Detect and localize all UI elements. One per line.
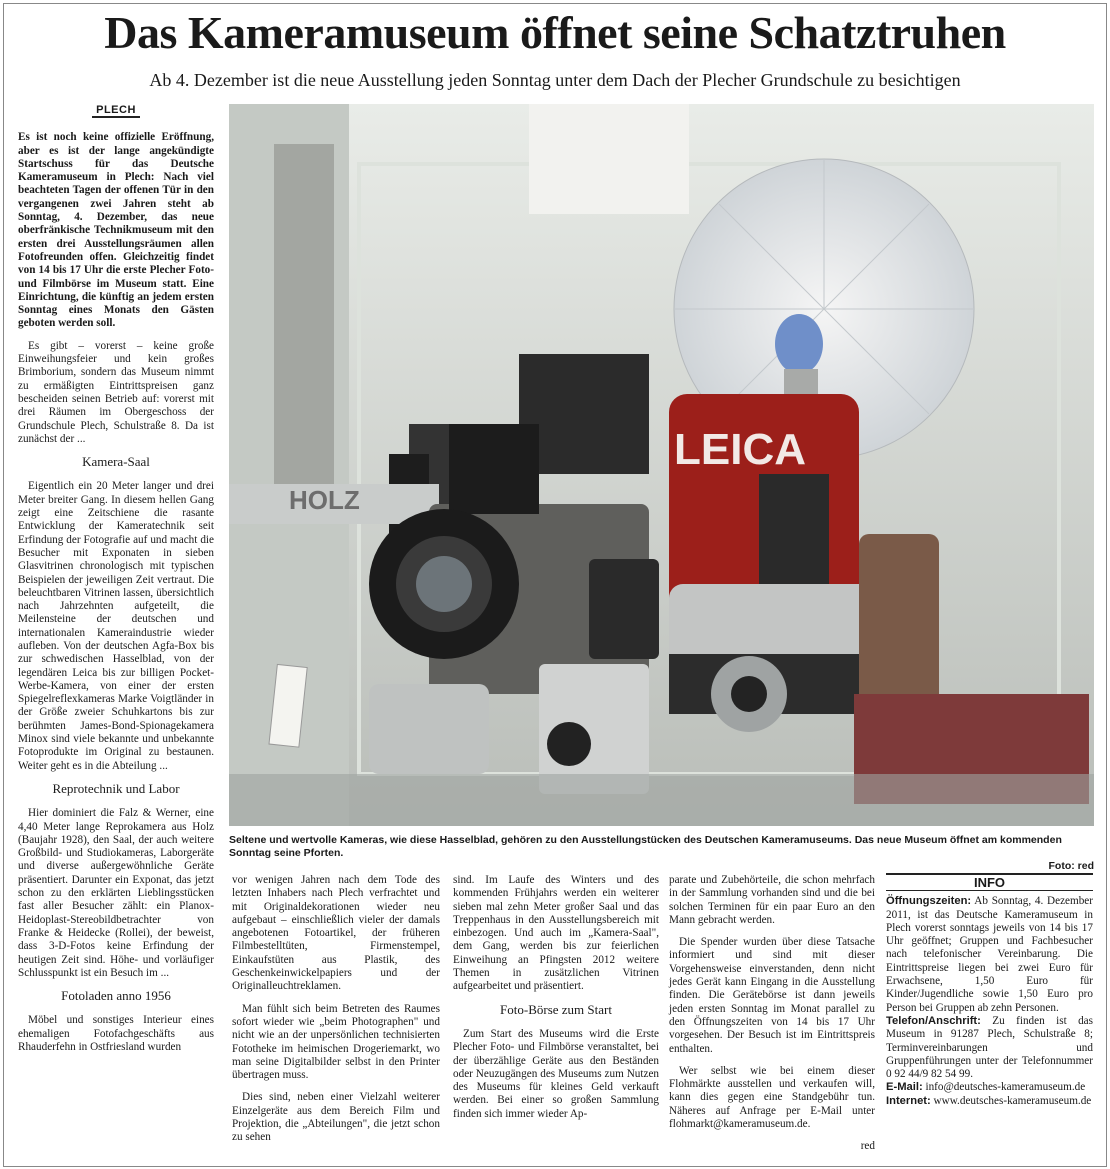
author-signature: red [860, 1140, 875, 1153]
body-paragraph: parate und Zubehörteile, die schon mehrfach in der Sammlung vorhanden sind und die bei solchen Terminen für ein paar Euro an den Mann gebracht werden. [669, 874, 875, 926]
body-paragraph: Die Spender wurden über diese Tatsache informiert und sind mit dieser Vorgehensweise einverstanden, denn nicht jedes Gerät kann Eingang in die Ausstellung finden. Die Gerätebörse ist dann jeweils jeden ersten Sonntag im Monat parallel zu den Öffnungszeiten von 14 bis 17 Uhr vorgesehen. Der Besuch ist im Eintrittspreis enthalten. [669, 936, 875, 1055]
leica-can-label: LEICA [674, 425, 806, 474]
article-column-2 [232, 874, 440, 1154]
body-paragraph: Man fühlt sich beim Betreten des Raumes sofort wieder wie „beim Photographen" und nicht wie an der unpersönlichen technisierten Fototheke im heimischen Drogeriemarkt, wo man seine Digitalbilder selbst in den Printer übertragen muss. [232, 1002, 440, 1082]
subheading: Fotoladen anno 1956 [61, 988, 171, 1004]
subheadline: Ab 4. Dezember ist die neue Ausstellung jeden Sonntag unter dem Dach der Plecher Grundschule zu besichtigen [149, 70, 961, 90]
info-box [886, 873, 1093, 1108]
caption-text: Seltene und wertvolle Kameras, wie diese Hasselblad, gehören zu den Ausstellungstücken des Deutschen Kameramuseums. Das neue Museum öffnet am kommenden Sonntag seine Pforten. [229, 834, 1062, 859]
web-link[interactable]: www.deutsches-kameramuseum.de [933, 1094, 1092, 1107]
dateline: PLECH [18, 104, 214, 117]
article-column-4 [669, 874, 875, 1154]
body-paragraph: Möbel und sonstiges Interieur eines ehemaligen Fotofachgeschäfts aus Rhauderfehn in Ostfriesland wurden [18, 1014, 214, 1053]
info-title: INFO [886, 873, 1093, 891]
lead-paragraph: Es ist noch keine offizielle Eröffnung, aber es ist der lange angekündigte Startschuss für das Deutsche Kameramuseum in Plech: Nach viel beachteten Tagen der offenen Tür in den vergangenen zwei Jahren steht ab Sonntag, 4. Dezember, das neue oberfränkische Technikmuseum mit den ersten drei Ausstellungsräumen allen Fotofreunden offen. Gleichzeitig findet von 14 bis 17 Uhr die erste Plecher Foto- und Filmbörse im Museum statt. Eine Einrichtung, die künftig an jedem ersten Sonntag eines Monats den Gästen geboten werden soll. [18, 131, 214, 330]
body-paragraph: Eigentlich ein 20 Meter langer und drei Meter breiter Gang. In diesem hellen Gang zeigt eine Zeitschiene die rasante Entwicklung der Kameratechnik seit Erfindung der Fotografie auf und macht die Besucher mit Exponaten in sieben Glasvitrinen chronologisch mit typischen Beispielen der jeweiligen Zeit vertraut. Die beleuchtbaren Vitrinen lassen, übersichtlich nach Jahrzehnten aufgeteilt, die Meilensteine der deutschen und internationalen Kameraindustrie wieder aufleben. Von der deutschen Agfa-Box bis zur schwedischen Hasselblad, von der legendären Leica bis zur billigen Pocket-Werbe-Kamera, von einer der ersten Spiegelreflexkameras Marke Voigtländer in der Größe zweier Schuhkartons bis zur berühmten James-Bond-Spionagekamera Minox sind viele bekannte und unbekannte Fotoprodukte im Original zu bestaunen. Weiter geht es in die Abteilung ... [18, 480, 214, 772]
camera-showcase-image [229, 104, 1094, 826]
body-paragraph: Dies sind, neben einer Vielzahl weiterer Einzelgeräte aus dem Bereich Film und Projektion, die „Abteilungen", die jetzt schon zu sehen [232, 1091, 440, 1144]
info-hours: Öffnungszeiten: Ab Sonntag, 4. Dezember 2011, ist das Deutsche Kameramuseum in Plech vorerst sonntags jeweils von 14 bis 17 Uhr geöffnet; Gruppen und Fachbesucher nach telefonischer Vereinbarung. Die Eintrittspreise liegen bei zwei Euro für Erwachsene, 1,50 Euro für Kinder/Jugendliche sowie 1,50 Euro pro Person bei Gruppen ab zehn Personen. [886, 895, 1093, 1014]
photo-caption [229, 834, 1094, 873]
article-column-1 [18, 104, 214, 1063]
subheading: Reprotechnik und Labor [52, 780, 180, 796]
body-paragraph: Es gibt – vorerst – keine große Einweihungsfeier und kein großes Brimborium, sondern das Museum nimmt zu ermäßigten Eintrittspreisen ganz bescheiden seinen Betrieb auf: vorerst mit drei Räumen im Obergeschoss der Grundschule Plech, Schulstraße 8. Da ist zunächst der ... [18, 339, 214, 445]
info-address: Telefon/Anschrift: Zu finden ist das Museum in 91287 Plech, Schulstraße 8; Terminvereinbarungen und Gruppenführungen unter der Telefonnummer 0 92 44/9 82 54 99. [886, 1014, 1093, 1081]
body-paragraph: Zum Start des Museums wird die Erste Plecher Foto- und Filmbörse veranstaltet, bei der überzählige Geräte aus den Beständen oder Neuzugängen des Museums zum Nutzen des Museums für kleines Geld verkauft werden. Bei einer so großen Sammlung finden sich immer wieder Ap- [453, 1027, 659, 1120]
body-paragraph: Hier dominiert die Falz & Werner, eine 4,40 Meter lange Reprokamera aus Holz (Baujahr 1928), den Saal, der auch weitere Großbild- und Studiokameras, Laborgeräte und diverse außergewöhnliche Geräte präsentiert. Darunter ein Exponat, das jetzt schon zu den erklärten Lieblingsstücken fast aller Besucher zählt: ein Planox-Heidoplast-Stereobildbetrachter von Franke & Heidecke (Rollei), der beweist, dass 3-D-Fotos keine Erfindung der heutigen Zeit sind. Höhe- und vorläufiger Schlusspunkt ist ein Besuch im ... [18, 807, 214, 979]
body-paragraph: vor wenigen Jahren nach dem Tode des letzten Inhabers nach Plech verfrachtet und mit Originaldekorationen wieder neu aufgebaut – einschließlich vieler der damals angebotenen Fotoartikel, der früheren Filmbestelltüten, Firmenstempel, Einkaufstüten aus Plastik, des Geschenkeinwickelpapiers und der Originalleuchtreklamen. [232, 874, 440, 993]
subheading: Foto-Börse zum Start [500, 1001, 612, 1017]
subheading: Kamera-Saal [82, 454, 150, 470]
museum-photo [229, 104, 1094, 826]
photo-credit: Foto: red [1048, 860, 1094, 872]
info-email: E-Mail: info@deutsches-kameramuseum.de [886, 1081, 1086, 1094]
info-web: Internet: www.deutsches-kameramuseum.de [886, 1094, 1092, 1107]
holz-label: HOLZ [289, 485, 360, 515]
body-paragraph: sind. Im Laufe des Winters und des kommenden Frühjahrs werden ein weiterer sieben mal zehn Meter großer Saal und das Treppenhaus in den Ausstellungsbereich mit einbezogen. Und auch im „Kamera-Saal", dem Gang, werden bis zur feierlichen Einweihung an Pfingsten 2012 weitere Themen in zusätzlichen Vitrinen aufgearbeitet und präsentiert. [453, 874, 659, 993]
article-column-3 [453, 874, 659, 1130]
headline: Das Kameramuseum öffnet seine Schatztruhen [104, 7, 1006, 58]
body-paragraph: Wer selbst wie bei einem dieser Flohmärkte ausstellen und verkaufen will, kann dies gegen eine Standgebühr tun. Näheres auf Anfrage per E-Mail unter flohmarkt@kameramuseum.de. [669, 1064, 875, 1131]
email-link[interactable]: info@deutsches-kameramuseum.de [925, 1081, 1086, 1094]
